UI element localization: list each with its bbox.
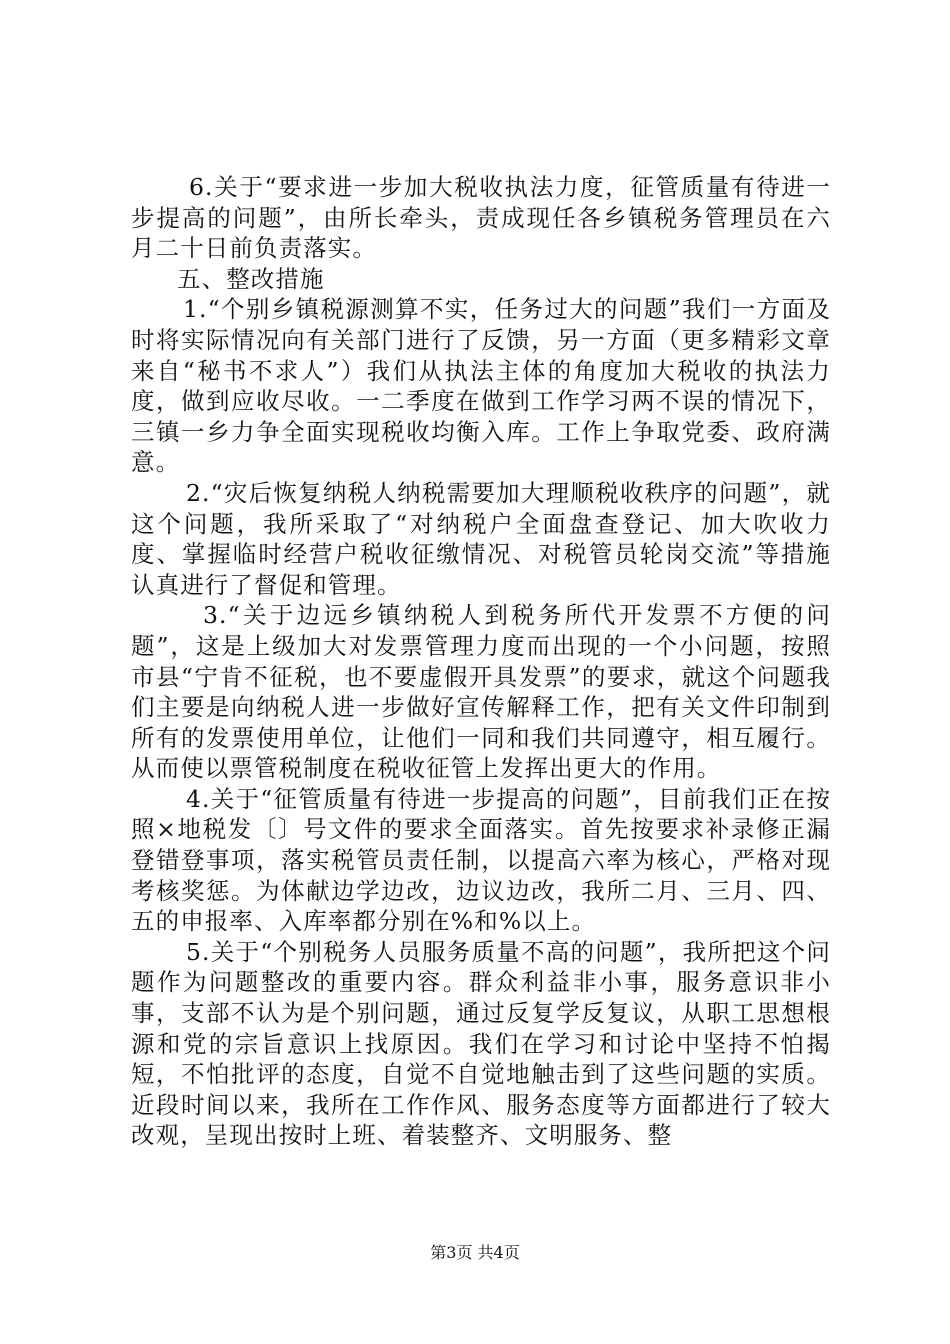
- paragraph-measure-3: 3.“关于边远乡镇纳税人到税务所代开发票不方便的问题”，这是上级加大对发票管理力度而出现的一个小问题，按照市县“宁肯不征税，也不要虚假开具发票”的要求，就这个问题我们主要是向纳税人进一步做好宣传解释工作，把有关文件印制到所有的发票使用单位，让他们一同和我们共同遵守，相互履行。从而使以票管税制度在税收征管上发挥出更大的作用。: [131, 601, 831, 783]
- paragraph-measure-5: 5.关于“个别税务人员服务质量不高的问题”，我所把这个问题作为问题整改的重要内容。群众利益非小事，服务意识非小事，支部不认为是个别问题，通过反复学反复议，从职工思想根源和党的宗旨意识上找原因。我们在学习和讨论中坚持不怕揭短，不怕批评的态度，自觉不自觉地触击到了这些问题的实质。近段时间以来，我所在工作作风、服务态度等方面都进行了较大改观，呈现出按时上班、着装整齐、文明服务、整: [131, 937, 831, 1150]
- section-heading-measures: 五、整改措施: [177, 264, 325, 293]
- page-footer: 第3页 共4页: [430, 1243, 520, 1262]
- paragraph-measure-2: 2.“灾后恢复纳税人纳税需要加大理顺税收秩序的问题”，就这个问题，我所采取了“对纳税户全面盘查登记、加大吹收力度、掌握临时经营户税收征缴情况、对税管员轮岗交流”等措施认真进行了督促和管理。: [131, 478, 831, 599]
- paragraph-measure-1: 1.“个别乡镇税源测算不实，任务过大的问题”我们一方面及时将实际情况向有关部门进行了反馈，另一方面（更多精彩文章来自“秘书不求人”）我们从执法主体的角度加大税收的执法力度，做到应收尽收。一二季度在做到工作学习两不误的情况下，三镇一乡力争全面实现税收均衡入库。工作上争取党委、政府满意。: [131, 295, 831, 477]
- paragraph-item-6: 6.关于“要求进一步加大税收执法力度，征管质量有待进一步提高的问题”，由所长牵头，责成现任各乡镇税务管理员在六月二十日前负责落实。: [131, 173, 831, 263]
- paragraph-measure-4: 4.关于“征管质量有待进一步提高的问题”，目前我们正在按照×地税发〔〕号文件的要求全面落实。首先按要求补录修正漏登错登事项，落实税管员责任制，以提高六率为核心，严格对现考核奖惩。为体献边学边改，边议边改，我所二月、三月、四、五的申报率、入库率都分别在%和%以上。: [131, 784, 831, 936]
- document-body: [131, 172, 831, 1151]
